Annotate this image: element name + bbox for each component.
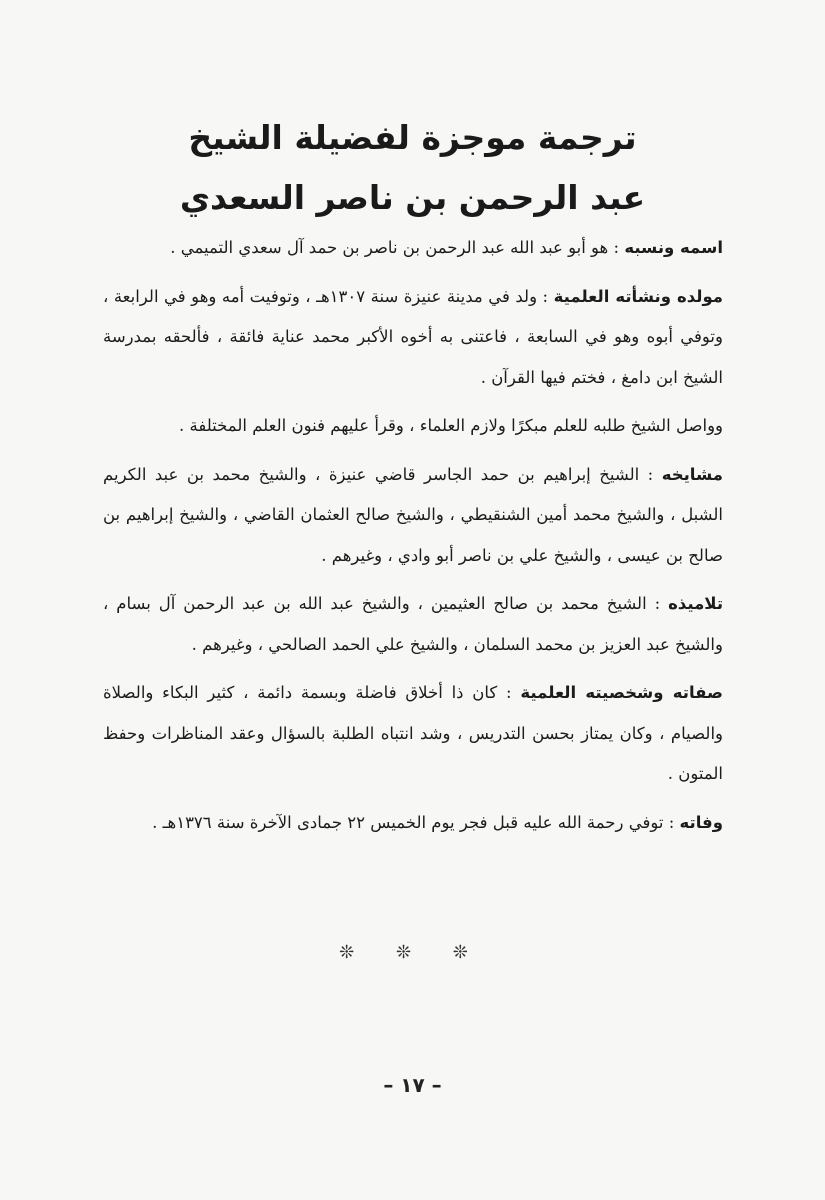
paragraph-name-lineage [103, 228, 723, 269]
title-line-2: عبد الرحمن بن ناصر السعدي [179, 178, 646, 217]
section-text-teachers: : الشيخ إبراهيم بن حمد الجاسر قاضي عنيزة ، والشيخ محمد بن عبد الكريم الشبل ، والشيخ محمد أمين الشنقيطي ، والشيخ صالح العثمان القاضي ، والشيخ إبراهيم بن صالح بن عيسى ، والشيخ علي بن ناصر أبو وادي ، وغيرهم . [103, 464, 723, 565]
section-text-study: وواصل الشيخ طلبه للعلم مبكرًا ولازم العلماء ، وقرأ عليهم فنون العلم المختلفة . [179, 416, 723, 435]
paragraph-character [103, 673, 723, 795]
section-label-birth: مولده ونشأته العلمية [553, 286, 724, 306]
section-text-birth: : ولد في مدينة عنيزة سنة ١٣٠٧هـ ، وتوفيت أمه وهو في الرابعة ، وتوفي أبوه وهو في السابعة ، فاعتنى به أخوه الأكبر محمد عناية فائقة ، فألحقه بمدرسة الشيخ ابن دامغ ، فختم فيها القرآن . [103, 286, 723, 387]
page-title [100, 108, 725, 228]
paragraph-birth-upbringing [103, 277, 723, 399]
page-number: – ١٧ – [383, 1073, 442, 1097]
paragraph-students [103, 584, 723, 665]
section-text-death: : توفي رحمة الله عليه قبل فجر يوم الخميس ٢٢ جمادى الآخرة سنة ١٣٧٦هـ . [152, 812, 675, 832]
paragraph-teachers [103, 455, 723, 577]
section-label-students: تلاميذه [668, 594, 724, 613]
paragraph-continued-study [103, 406, 723, 447]
section-text-character: : كان ذا أخلاق فاضلة وبسمة دائمة ، كثير البكاء والصلاة والصيام ، وكان يمتاز بحسن التدريس ، وشد انتباه الطلبة بالسؤال وعقد المناظرات وحفظ المتون . [103, 683, 723, 783]
section-text-name: : هو أبو عبد الله عبد الرحمن بن ناصر بن حمد آل سعدي التميمي . [170, 238, 620, 257]
paragraph-death [103, 803, 723, 844]
section-label-character: صفاته وشخصيته العلمية [520, 683, 723, 702]
section-text-students: : الشيخ محمد بن صالح العثيمين ، والشيخ عبد الله بن عبد الرحمن آل بسام ، والشيخ عبد العزيز بن محمد السلمان ، والشيخ علي الحمد الصالحي ، وغيرهم . [103, 594, 723, 654]
biography-body [103, 228, 723, 851]
section-label-teachers: مشايخه [661, 464, 723, 484]
title-line-1: ترجمة موجزة لفضيلة الشيخ [188, 118, 637, 157]
section-label-death: وفاته [679, 812, 723, 832]
section-label-name: اسمه ونسبه [624, 238, 723, 257]
asterism-separator: ❊ ❊ ❊ [339, 942, 486, 963]
